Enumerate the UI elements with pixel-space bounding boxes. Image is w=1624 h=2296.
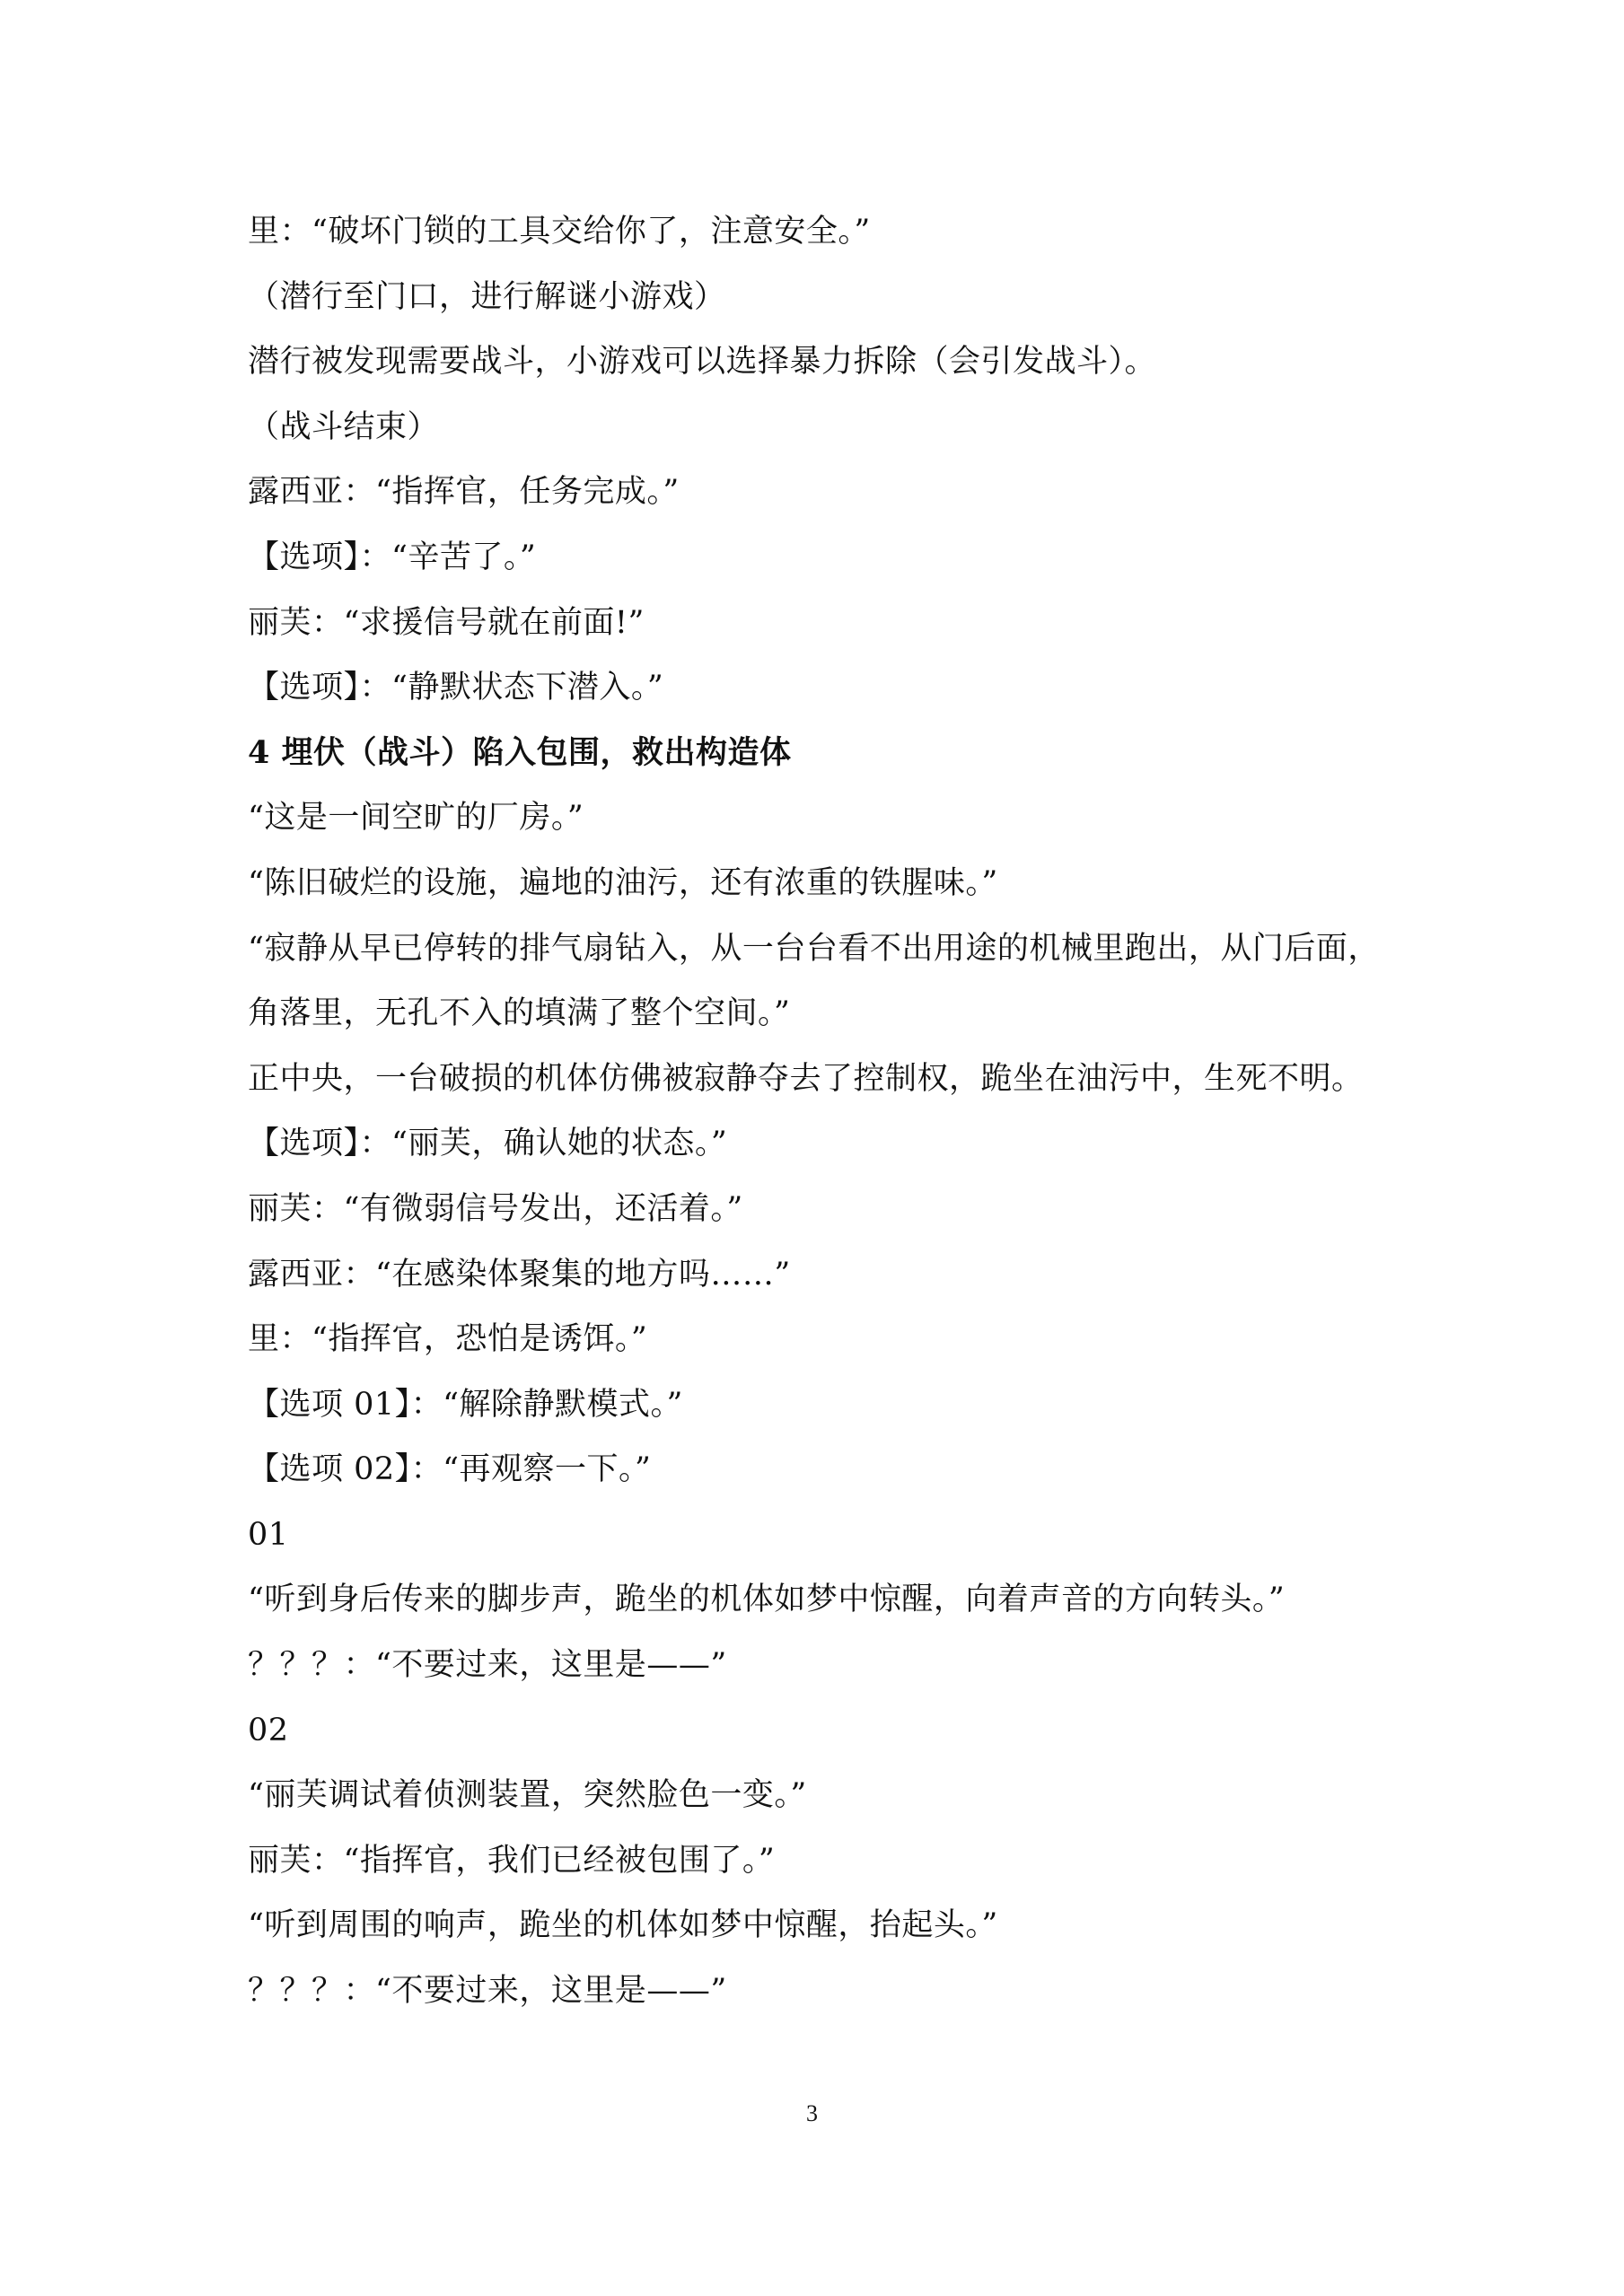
text-line: 里：“破坏门锁的工具交给你了，注意安全。” [248, 214, 871, 250]
text-line: 丽芙：“指挥官，我们已经被包围了。” [248, 1842, 776, 1879]
text-line: 潜行被发现需要战斗，小游戏可以选择暴力拆除（会引发战斗）。 [248, 344, 1157, 381]
text-line: 露西亚：“在感染体聚集的地方吗……” [248, 1256, 791, 1293]
text-line: 01 [248, 1516, 289, 1553]
text-line: 02 [248, 1712, 289, 1748]
section-heading: 4 埋伏（战斗）陷入包围，救出构造体 [248, 733, 792, 771]
page-number: 3 [806, 2100, 818, 2126]
text-line: 【选项】：“静默状态下潜入。” [248, 670, 664, 706]
text-line: 丽芙：“求援信号就在前面!” [248, 604, 645, 641]
text-line: 【选项】：“丽芙，确认她的状态。” [248, 1126, 728, 1162]
text-line: “陈旧破烂的设施，遍地的油污，还有浓重的铁腥味。” [248, 864, 998, 901]
document-body [248, 199, 1406, 2024]
text-line: “听到身后传来的脚步声，跪坐的机体如梦中惊醒，向着声音的方向转头。” [248, 1582, 1286, 1618]
text-line: “寂静从早已停转的排气扇钻入，从一台台看不出用途的机械里跑出，从门后面， [248, 930, 1380, 967]
text-line: “丽芙调试着侦测装置，突然脸色一变。” [248, 1777, 807, 1814]
text-line: 【选项】：“辛苦了。” [248, 539, 537, 575]
text-line: 露西亚：“指挥官，任务完成。” [248, 474, 680, 511]
text-line: （潜行至门口，进行解谜小游戏） [248, 278, 726, 315]
text-line: 丽芙：“有微弱信号发出，还活着。” [248, 1190, 743, 1227]
text-line: “听到周围的响声，跪坐的机体如梦中惊醒，抬起头。” [248, 1907, 998, 1944]
text-line: 【选项 02】：“再观察一下。” [248, 1451, 652, 1488]
text-line: 正中央，一台破损的机体仿佛被寂静夺去了控制权，跪坐在油污中，生死不明。 [248, 1060, 1364, 1097]
text-line: “这是一间空旷的厂房。” [248, 800, 584, 837]
text-line: 角落里，无孔不入的填满了整个空间。” [248, 995, 791, 1032]
text-line: ？？？：“不要过来，这里是——” [248, 1647, 727, 1684]
text-line: 【选项 01】：“解除静默模式。” [248, 1386, 683, 1423]
text-line: ？？？：“不要过来，这里是——” [248, 1973, 727, 2010]
text-line: （战斗结束） [248, 408, 440, 445]
text-line: 里：“指挥官，恐怕是诱饵。” [248, 1321, 648, 1358]
